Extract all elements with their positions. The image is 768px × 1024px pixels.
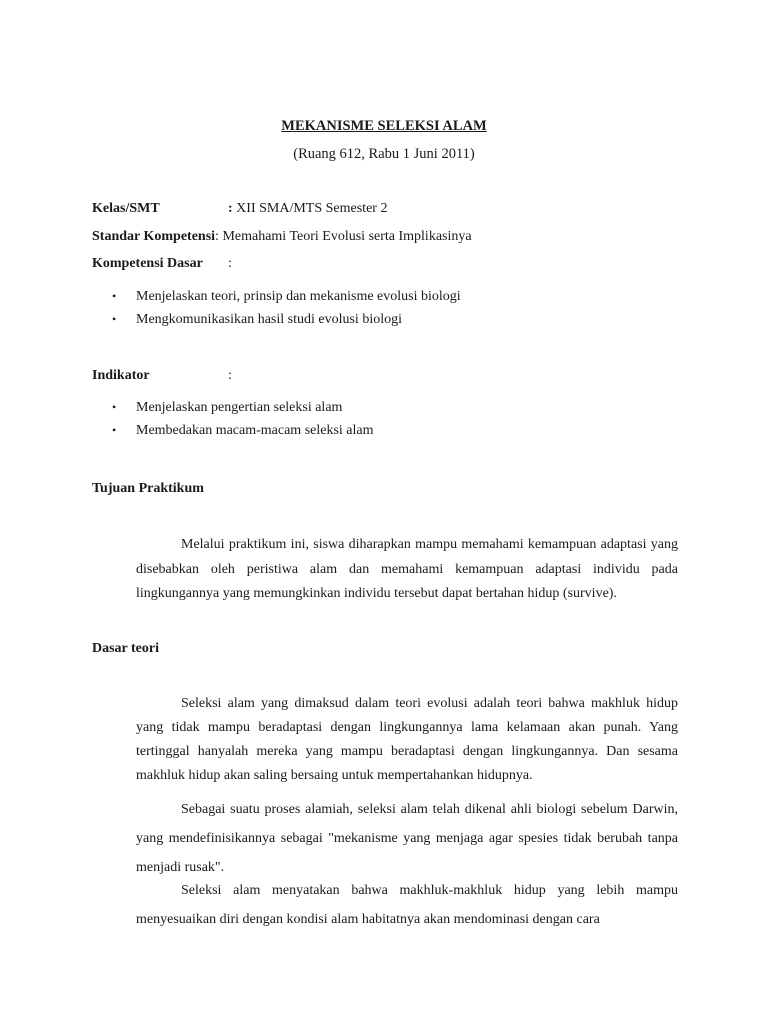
list-item	[112, 396, 374, 419]
bullet-icon: •	[112, 423, 117, 437]
bullet-icon: •	[112, 312, 117, 326]
meta-row-indikator	[92, 368, 232, 384]
meta-value-standar: Memahami Teori Evolusi serta Implikasinya	[218, 229, 472, 244]
section-heading-tujuan: Tujuan Praktikum	[92, 481, 204, 496]
list-item	[112, 419, 374, 442]
list-item-text: Menjelaskan pengertian seleksi alam	[136, 400, 343, 415]
paragraph-tujuan: Melalui praktikum ini, siswa diharapkan mampu memahami kemampuan adaptasi yang disebabkan oleh peristiwa alam dan memahami kemampuan adaptasi individu pada lingkungannya yang memungkinkan individu tersebut dapat bertahan hidup (survive).	[136, 537, 678, 601]
meta-value-kelas: XII SMA/MTS Semester 2	[232, 201, 388, 216]
meta-separator: :	[228, 368, 232, 383]
meta-separator: :	[228, 201, 233, 216]
paragraph-dasar-teori-1: Seleksi alam yang dimaksud dalam teori evolusi adalah teori bahwa makhluk hidup yang tidak mampu beradaptasi dengan lingkungannya lama kelamaan akan punah. Yang tertinggal hanyalah mereka yang mampu beradaptasi dengan lingkungannya. Dan sesama makhluk hidup akan saling bersaing untuk mempertahankan hidupnya.	[136, 696, 678, 783]
list-item-text: Mengkomunikasikan hasil studi evolusi biologi	[136, 312, 402, 327]
section-heading-dasar-teori: Dasar teori	[92, 641, 159, 656]
meta-label-kompetensi: Kompetensi Dasar	[92, 256, 203, 271]
meta-label-standar: Standar Kompetensi	[92, 229, 216, 244]
bullet-icon: •	[112, 289, 117, 303]
paragraph-dasar-teori-2: Sebagai suatu proses alamiah, seleksi alam telah dikenal ahli biologi sebelum Darwin, yang mendefinisikannya sebagai "mekanisme yang menjaga agar spesies tidak berubah tanpa menjadi rusak".	[136, 802, 678, 875]
indikator-list	[112, 396, 374, 442]
meta-label-indikator: Indikator	[92, 368, 150, 383]
list-item-text: Membedakan macam-macam seleksi alam	[136, 423, 374, 438]
list-item	[112, 308, 461, 331]
paragraph-dasar-teori-3: Seleksi alam menyatakan bahwa makhluk-makhluk hidup yang lebih mampu menyesuaikan diri dengan kondisi alam habitatnya akan mendominasi dengan cara	[136, 883, 678, 927]
kompetensi-list	[112, 285, 461, 331]
list-item-text: Menjelaskan teori, prinsip dan mekanisme evolusi biologi	[136, 289, 461, 304]
meta-label-kelas: Kelas/SMT	[92, 201, 160, 216]
meta-row-kompetensi	[92, 256, 232, 272]
meta-separator: :	[215, 229, 219, 244]
document-subtitle: (Ruang 612, Rabu 1 Juni 2011)	[293, 146, 475, 162]
document-title: MEKANISME SELEKSI ALAM	[281, 118, 487, 134]
list-item	[112, 285, 461, 308]
meta-separator: :	[228, 256, 232, 271]
meta-row-standar	[92, 229, 472, 245]
meta-row-kelas	[92, 201, 387, 217]
bullet-icon: •	[112, 400, 117, 414]
